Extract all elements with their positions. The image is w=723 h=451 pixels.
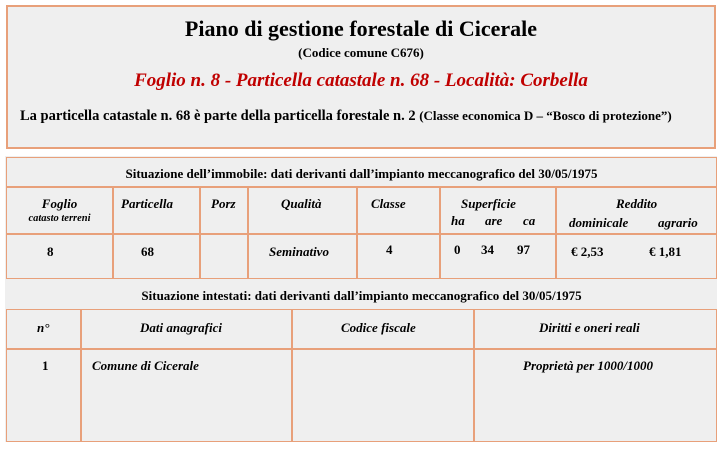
cell-dati-anagrafici: Comune di Cicerale (81, 349, 292, 442)
header-particella: Particella (113, 187, 200, 234)
parcel-description (20, 106, 702, 126)
description-text: La particella catastale n. 68 è parte della particella forestale n. 2 (20, 108, 416, 124)
cell-reddito: € 2,53 € 1,81 (556, 234, 717, 279)
cell-superficie: 0 34 97 (440, 234, 556, 279)
page-title: Piano di gestione forestale di Cicerale (184, 16, 538, 41)
cell-qualita: Seminativo (248, 234, 357, 279)
cell-numero: 1 (6, 349, 81, 442)
header-diritti: Diritti e oneri reali (474, 309, 717, 349)
cell-particella: 68 (113, 234, 200, 279)
header-classe: Classe (357, 187, 440, 234)
document-header (6, 5, 716, 149)
header-dati-anagrafici: Dati anagrafici (81, 309, 292, 349)
header-codice-fiscale: Codice fiscale (292, 309, 474, 349)
header-reddito: Reddito dominicale agrario (556, 187, 717, 234)
header-superficie: Superficie ha are ca (440, 187, 556, 234)
cell-porz (200, 234, 248, 279)
header-qualita: Qualità (248, 187, 357, 234)
cell-foglio: 8 (6, 234, 113, 279)
description-note: (Classe economica D – “Bosco di protezione”) (419, 108, 672, 123)
immobile-section-title: Situazione dell’immobile: dati derivanti dall’impianto meccanografico del 30/05/1975 (6, 157, 717, 187)
header-numero: n° (6, 309, 81, 349)
parcel-heading: Foglio n. 8 - Particella catastale n. 68 - Località: Corbella (134, 70, 588, 91)
intestati-section-title: Situazione intestati: dati derivanti dall’impianto meccanografico del 30/05/1975 (6, 279, 717, 309)
cell-diritti: Proprietà per 1000/1000 (474, 349, 717, 442)
header-porz: Porz (200, 187, 248, 234)
cell-classe: 4 (357, 234, 440, 279)
header-foglio: Foglio catasto terreni (6, 187, 113, 234)
cadastral-table (5, 156, 717, 442)
municipality-code: (Codice comune C676) (298, 45, 424, 60)
cell-codice-fiscale (292, 349, 474, 442)
